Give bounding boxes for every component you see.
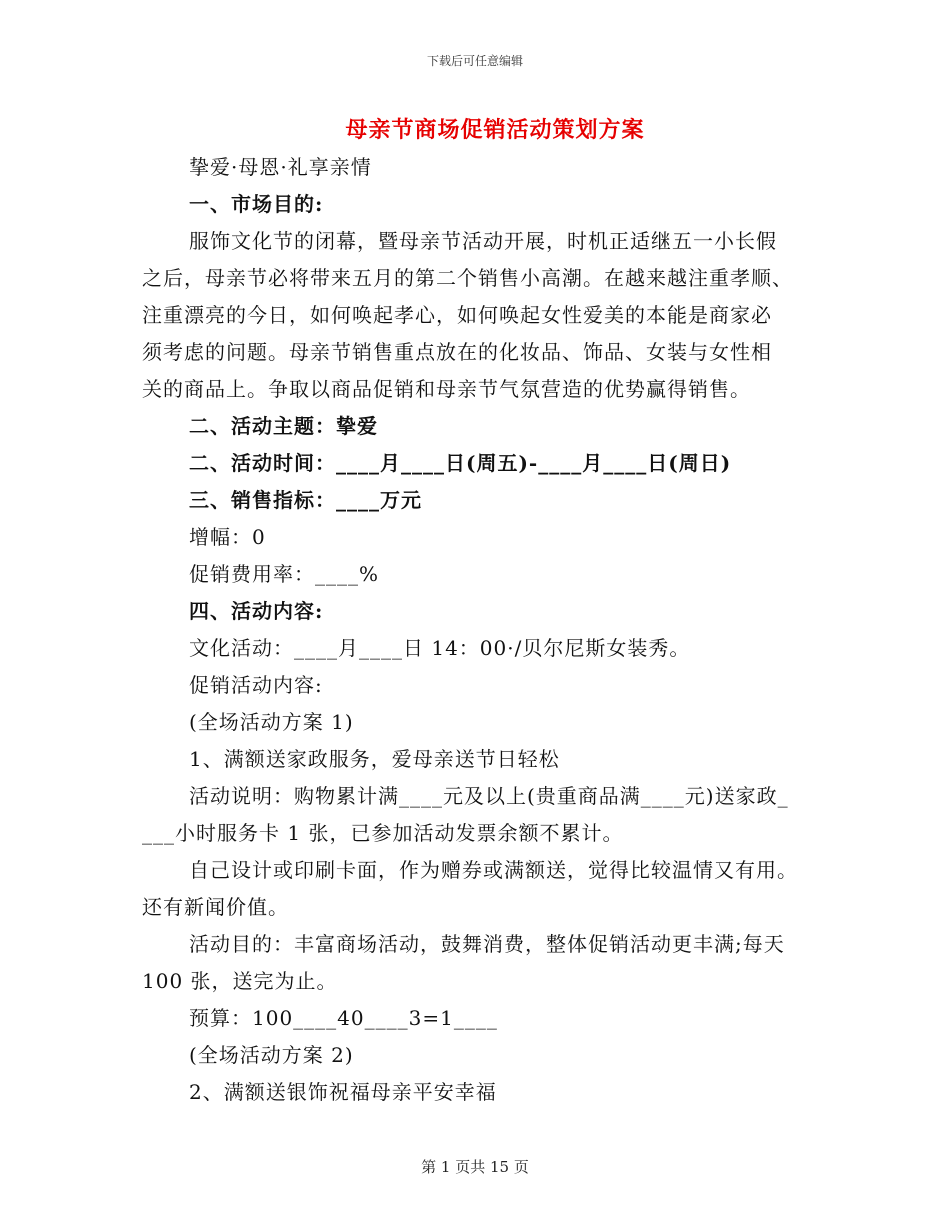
paragraph-line: 促销活动内容:: [189, 673, 323, 697]
page-number: 第 1 页共 15 页: [421, 1158, 529, 1176]
paragraph-line: 须考虑的问题。母亲节销售重点放在的化妆品、饰品、女装与女性相: [142, 340, 772, 364]
section-heading: 三、销售指标：____万元: [189, 488, 422, 512]
paragraph-line: 100 张，送完为止。: [142, 969, 338, 993]
paragraph-line: 关的商品上。争取以商品促销和母亲节气氛营造的优势赢得销售。: [142, 377, 751, 401]
paragraph-line: 服饰文化节的闭幕，暨母亲节活动开展，时机正适继五一小长假: [189, 229, 777, 253]
paragraph-line: 活动说明：购物累计满____元及以上(贵重商品满____元)送家政_: [189, 784, 789, 808]
paragraph-line: 之后，母亲节必将带来五月的第二个销售小高潮。在越来越注重孝顺、: [142, 266, 793, 290]
paragraph-line: 文化活动：____月____日 14：00·/贝尔尼斯女装秀。: [189, 636, 691, 660]
paragraph-line: 挚爱·母恩·礼享亲情: [189, 155, 372, 179]
section-heading: 一、市场目的:: [189, 192, 324, 216]
page-header-note: 下载后可任意编辑: [426, 54, 523, 68]
document-body: [142, 149, 812, 1111]
paragraph-line: 注重漂亮的今日，如何唤起孝心，如何唤起女性爱美的本能是商家必: [142, 303, 772, 327]
paragraph-line: 1、满额送家政服务，爱母亲送节日轻松: [189, 747, 560, 771]
paragraph-line: (全场活动方案 1): [189, 710, 354, 734]
section-heading: 二、活动主题：挚爱: [189, 414, 378, 438]
paragraph-line: (全场活动方案 2): [189, 1043, 354, 1067]
paragraph-line: ___小时服务卡 1 张，已参加活动发票余额不累计。: [142, 821, 624, 845]
paragraph-line: 自己设计或印刷卡面，作为赠券或满额送，觉得比较温情又有用。: [189, 858, 798, 882]
paragraph-line: 活动目的：丰富商场活动，鼓舞消费，整体促销活动更丰满;每天: [189, 932, 785, 956]
paragraph-line: 还有新闻价值。: [142, 895, 289, 919]
document-title: 母亲节商场促销活动策划方案: [345, 117, 645, 143]
paragraph-line: 增幅：0: [189, 525, 266, 549]
paragraph-line: 2、满额送银饰祝福母亲平安幸福: [189, 1080, 497, 1104]
paragraph-line: 预算：100____40____3=1____: [189, 1006, 498, 1030]
paragraph-line: 促销费用率：____%: [189, 562, 380, 586]
section-heading: 二、活动时间：____月____日(周五)-____月____日(周日): [189, 451, 732, 475]
section-heading: 四、活动内容:: [189, 599, 324, 623]
